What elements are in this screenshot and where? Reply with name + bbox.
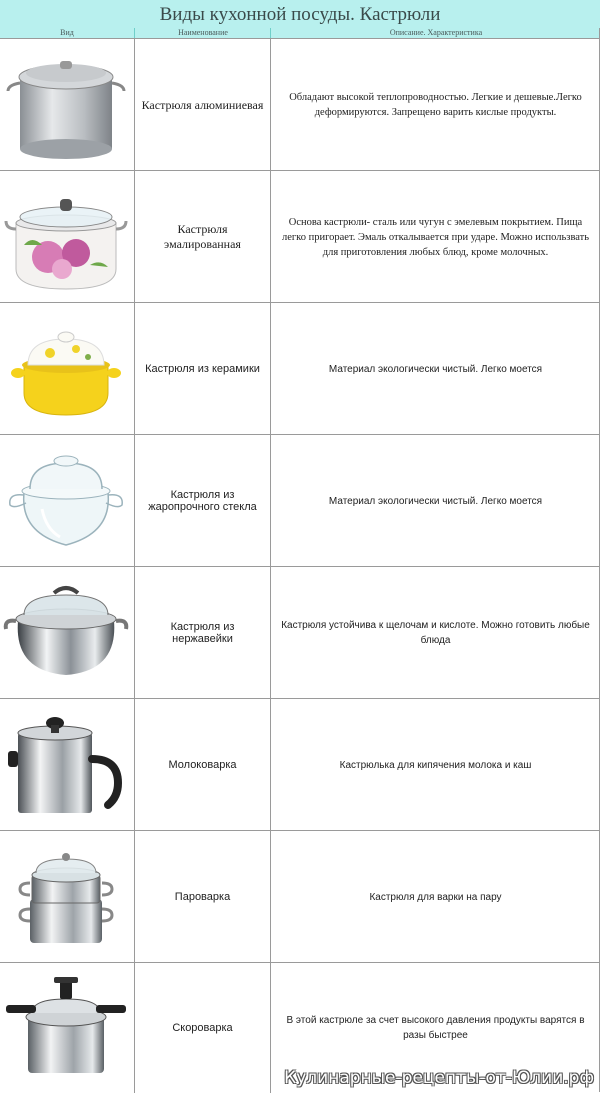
row-name: Пароварка	[134, 831, 270, 963]
steamer-icon	[2, 835, 130, 959]
row-image-cell	[0, 435, 134, 567]
row-description: В этой кастрюле за счет высокого давления продукты варятся в разы быстрее	[270, 963, 600, 1093]
row-name: Молоковарка	[134, 699, 270, 831]
row-image-cell	[0, 39, 134, 171]
header-name: Наименование	[134, 28, 271, 38]
table-row	[0, 830, 600, 963]
table-header	[0, 28, 600, 38]
glass-pot-icon	[2, 439, 130, 563]
ceramic-pot-icon	[2, 307, 130, 431]
table-row	[0, 38, 600, 171]
row-description: Основа кастрюли- сталь или чугун с эмелевым покрытием. Пища легко пригорает. Эмаль откалывается при ударе. Можно использвать для приготовления любых блюд, кроме молочных.	[270, 171, 600, 303]
row-image-cell	[0, 831, 134, 963]
row-name: Кастрюля алюминиевая	[134, 39, 270, 171]
aluminum-pot-icon	[2, 43, 130, 167]
row-description: Обладают высокой теплопроводностью. Легкие и дешевые.Легко деформируются. Запрещено варить кислые продукты.	[270, 39, 600, 171]
row-name: Кастрюля эмалированная	[134, 171, 270, 303]
row-description: Кастрюля для варки на пару	[270, 831, 600, 963]
enamel-pot-icon	[2, 175, 130, 299]
header-description: Описание. Характеристика	[270, 28, 600, 38]
row-description: Материал экологически чистый. Легко моется	[270, 435, 600, 567]
page-title: Виды кухонной посуды. Кастрюли	[0, 0, 600, 29]
row-name: Скороварка	[134, 963, 270, 1093]
row-description: Кастрюля устойчива к щелочам и кислоте. Можно готовить любые блюда	[270, 567, 600, 699]
row-name: Кастрюля из нержавейки	[134, 567, 270, 699]
table-row	[0, 170, 600, 303]
pressure-cooker-icon	[2, 967, 130, 1091]
row-image-cell	[0, 171, 134, 303]
milk-boiler-icon	[2, 703, 130, 827]
header-type: Вид	[60, 28, 74, 37]
watermark: Кулинарные-рецепты-от-Юлии.рф	[284, 1068, 594, 1088]
row-image-cell	[0, 699, 134, 831]
row-description: Кастрюлька для кипячения молока и каш	[270, 699, 600, 831]
row-name: Кастрюля из жаропрочного стекла	[134, 435, 270, 567]
row-image-cell	[0, 963, 134, 1093]
row-image-cell	[0, 303, 134, 435]
table-row	[0, 566, 600, 699]
table-row	[0, 434, 600, 567]
table-row	[0, 698, 600, 831]
row-image-cell	[0, 567, 134, 699]
row-description: Материал экологически чистый. Легко моется	[270, 303, 600, 435]
row-name: Кастрюля из керамики	[134, 303, 270, 435]
table-row	[0, 302, 600, 435]
steel-pot-icon	[2, 571, 130, 695]
